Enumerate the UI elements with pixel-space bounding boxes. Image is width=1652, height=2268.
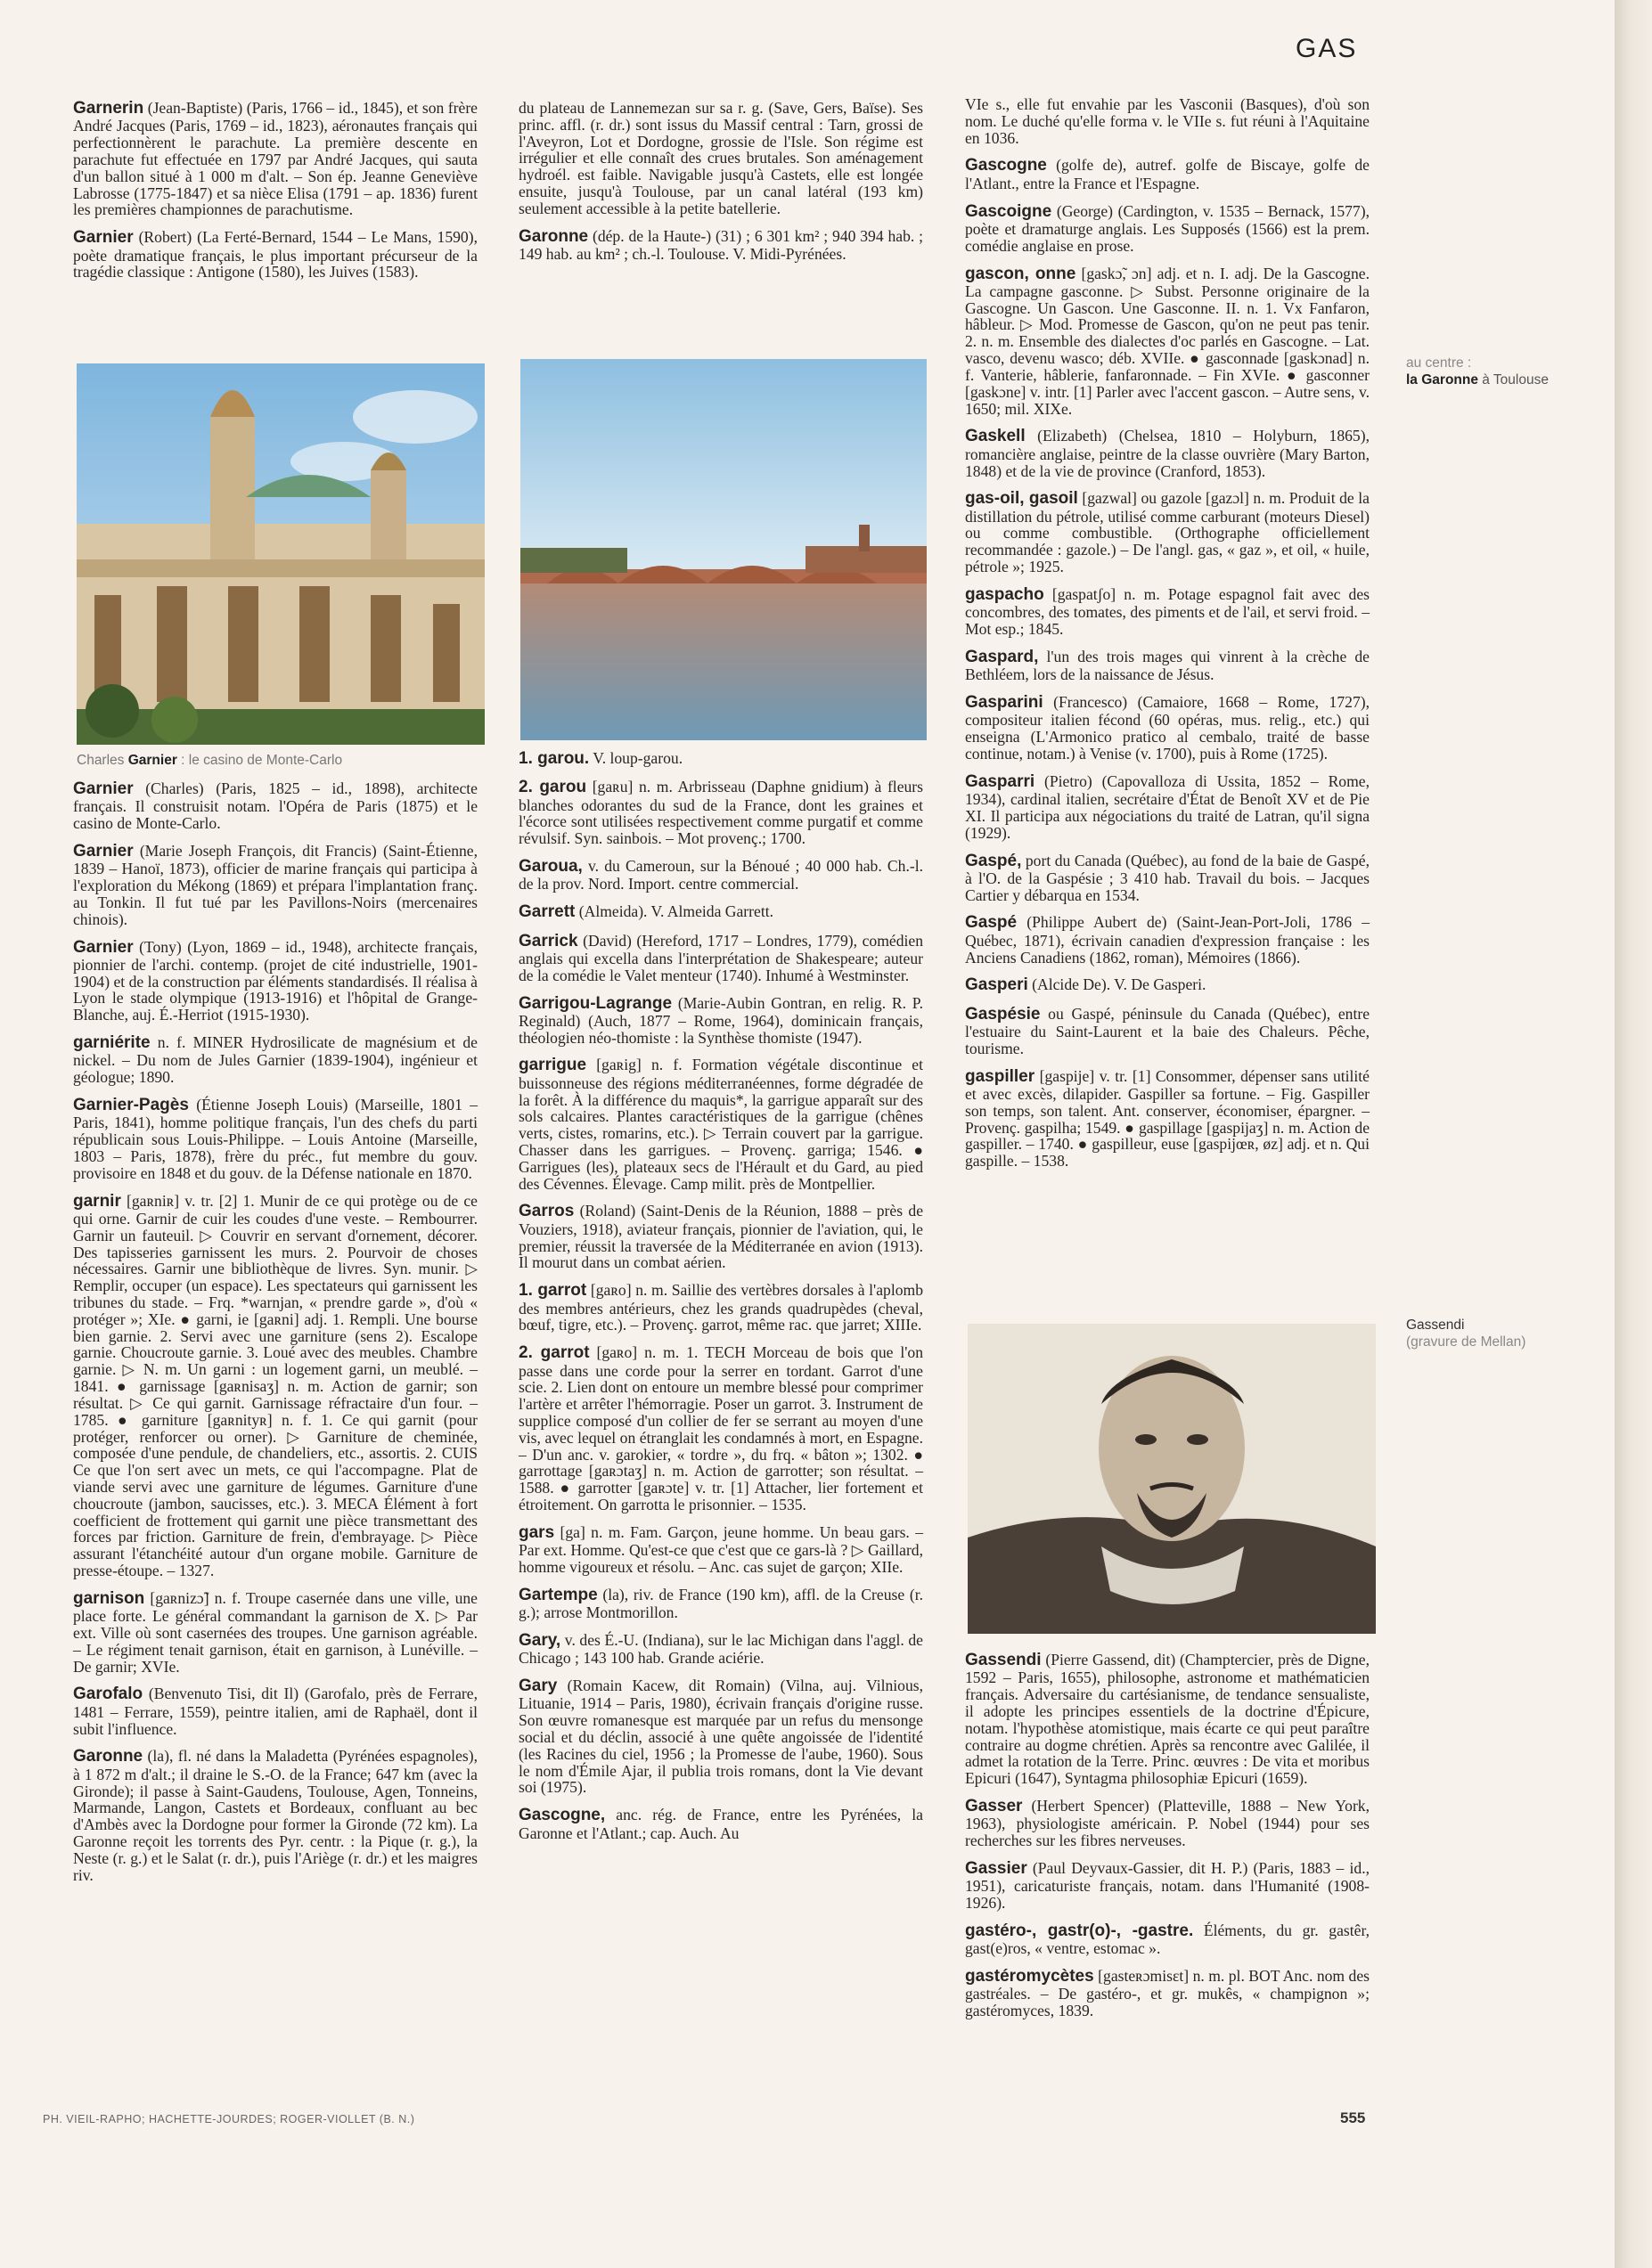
entry-text: [gaʀig] n. f. Formation végétale discontinue et buissonneuse des régions méditerranéennes, forme dégradée de la forêt. À la différence du maquis*, la garrigue apparaît sur des sols calcaires. Plantes caractéristiques de la garrigue (chênes verts, cistes, romarins, etc.). ▷ Terrain couvert par la garrigue. Chasser dans les garrigues. – Provenç. garriga; 1546. ● Garrigues (les), plateaux secs de l'Hérault et du Gard, au pied des Cévennes. Élevage. Camp milit. près de Montpellier. <box>519 1056 923 1193</box>
entry-text: [gaskɔ̃, ɔn] adj. et n. I. adj. De la Gascogne. La campagne gasconne. ▷ Subst. Personne originaire de la Gascogne. Un Gascon. Une Gasconne. II. n. 1. Vx Fanfaron, hâbleur. ▷ Mod. Promesse de Gascon, qu'on ne peut pas tenir. 2. n. m. Ensemble des dialectes d'oc parlés en Gascogne. – Lat. vasco, devenu wasco; déb. XVIIe. ● gasconnade [gaskɔnad] n. f. Vanterie, hâblerie, fanfaronnade. – Fin XVIe. ● gasconner [gaskɔne] v. intr. [1] Parler avec l'accent gascon. – Autre sens, v. 1650; mil. XIXe. <box>965 264 1370 418</box>
entry-text: (David) (Hereford, 1717 – Londres, 1779), comédien anglais qui excella dans l'interprétation de Shakespeare; auteur de la comédie le Valet menteur (1740). Inhumé à Westminster. <box>519 931 923 984</box>
entry-text: [gaʀnizɔ̃] n. f. Troupe casernée dans une ville, une place forte. Le général commandant la garnison de X. ▷ Par ext. Ville où sont casernées des troupes. Une garnison agréable. – Le régiment tenait garnison, était en garnison, à Lunéville. – De garnir; XVIe. <box>73 1588 478 1676</box>
entry-headword: Gaspé, <box>965 851 1022 870</box>
dictionary-entry <box>73 229 478 281</box>
entry-headword: Gasparini <box>965 692 1043 712</box>
gassendi-side-caption: Gassendi (gravure de Mellan) <box>1406 1318 1526 1350</box>
entry-headword: Gasser <box>965 1797 1023 1816</box>
entry-text: (la), fl. né dans la Maladetta (Pyrénées espagnoles), à 1 872 m d'alt.; il draine le S.-O. de la France; 647 km (avec la Gironde); il passe à Saint-Gaudens, Toulouse, Agen, Tonneins, Marmande, Langon, Castets et Bordeaux, confluant au bec d'Ambès avec la Dordogne pour former la Gironde (72 km). La Garonne reçoit les torrents des Pyr. centr. : la Pique (r. g.), la Neste (r. g.) et le Salat (r. dr.), puis l'Ariège (r. dr.) et les maigres riv. <box>73 1747 478 1884</box>
entry-text: ou Gaspé, péninsule du Canada (Québec), entre l'estuaire du Saint-Laurent et la baie des Chaleurs. Pêche, tourisme. <box>965 1004 1370 1057</box>
dictionary-entry <box>519 858 923 893</box>
entry-headword: Garnier <box>73 841 134 861</box>
entry-headword: Gartempe <box>519 1585 598 1604</box>
entry-text: (Roland) (Saint-Denis de la Réunion, 1888 – près de Vouziers, 1918), aviateur français, pionnier de l'aviation, qui, le premier, réussit la traversée de la Méditerranée en avion (1913). Il mourut dans un combat aérien. <box>519 1202 923 1272</box>
entry-headword: Gassier <box>965 1858 1027 1878</box>
entry-headword: Gasparri <box>965 771 1035 791</box>
dictionary-entry <box>965 694 1370 763</box>
entry-headword: Gascogne <box>965 156 1047 175</box>
entry-text: [gazwal] ou gazole [gazɔl] n. m. Produit de la distillation du pétrole, utilisé comme carburant (moteurs Diesel) ou comme combustible. (Orthographe officiellement recommandée : gazole.) – De l'angl. gas, « gaz », et oil, « huile, pétrole »; 1925. <box>965 489 1370 576</box>
entry-text: (Francesco) (Camaiore, 1668 – Rome, 1727), compositeur italien fécond (60 opéras, mus. relig., etc.) qui enseigna (L'Armonico pratico al cembalo, traité de basse continue, notam.) à Venise (v. 1700), puis à Rome (1725). <box>965 692 1370 763</box>
dictionary-entry <box>965 1860 1370 1912</box>
dictionary-entry <box>965 853 1370 904</box>
column-3-top <box>965 96 1370 1180</box>
dictionary-entry <box>965 490 1370 575</box>
column-2-top <box>519 100 923 273</box>
dictionary-entry <box>965 1798 1370 1849</box>
dictionary-entry <box>519 1587 923 1621</box>
entry-text: Éléments, du gr. gastêr, gast(e)ros, « ventre, estomac ». <box>965 1921 1370 1958</box>
entry-text: v. des É.-U. (Indiana), sur le lac Michigan dans l'aggl. de Chicago ; 143 100 hab. Grande aciérie. <box>519 1630 923 1668</box>
dictionary-entry <box>965 773 1370 842</box>
entry-text: [gaʀo] n. m. 1. TECH Morceau de bois que l'on passe dans une corde pour la serrer en tordant. Garrot d'une scie. 2. Lien dont on entoure un membre blessé pour comprimer l'artère et arrêter l'hémorragie. Poser un garrot. 3. Instrument de supplice composé d'un collier de fer se serrant au moyen d'une vis, avec lequel on étranglait les condamnés à mort, en Espagne. – D'un anc. v. garokier, « tordre », du frq. « bâton »; 1302. ● garrottage [gaʀɔtaʒ] n. m. Action de garrotter; son résultat. – 1588. ● garrotter [gaʀɔte] v. tr. [1] Attacher, lier fortement et étroitement. On garrotta le prisonnier. – 1535. <box>519 1343 923 1514</box>
dictionary-entry <box>73 1097 478 1182</box>
column-3-bottom <box>965 1652 1370 2030</box>
dictionary-entry <box>73 843 478 928</box>
dictionary-entry <box>965 976 1370 994</box>
entry-text: [gaʀu] n. m. Arbrisseau (Daphne gnidium) à fleurs blanches odorantes du sud de la France, dont les graines et l'écorce sont utilisées respectivement comme purgatif et comme révulsif. Syn. sainbois. – Mot provenç.; 1700. <box>519 778 923 848</box>
dictionary-entry <box>519 1344 923 1513</box>
entry-headword: Gascoigne <box>965 201 1052 221</box>
dictionary-entry <box>519 1282 923 1334</box>
toulouse-photo <box>520 359 927 740</box>
photo-credits: PH. VIEIL-RAPHO; HACHETTE-JOURDES; ROGER-VIOLLET (B. N.) <box>43 2113 415 2125</box>
dictionary-entry <box>73 1685 478 1737</box>
dictionary-entry <box>965 914 1370 966</box>
entry-text: (Marie-Aubin Gontran, en relig. R. P. Reginald) (Auch, 1877 – Rome, 1964), dominicain français, théologien néo-thomiste : la Synthèse thomiste (1947). <box>519 993 923 1047</box>
dictionary-entry <box>73 1193 478 1579</box>
entry-text: v. du Cameroun, sur la Bénoué ; 40 000 hab. Ch.-l. de la prov. Nord. Import. centre commercial. <box>519 857 923 893</box>
entry-headword: Garofalo <box>73 1685 143 1704</box>
entry-headword: garniérite <box>73 1033 151 1053</box>
entry-text: [gaʀo] n. m. Saillie des vertèbres dorsales à l'aplomb des membres antérieurs, chez les grands quadrupèdes (cheval, bœuf, tigre, etc.). – Provenç. garrot, même rac. que jarret; XIIIe. <box>519 1281 923 1334</box>
entry-text: (Charles) (Paris, 1825 – id., 1898), architecte français. Il construisit notam. l'Opéra de Paris (1875) et le casino de Monte-Carlo. <box>73 779 478 833</box>
dictionary-entry <box>965 265 1370 418</box>
dictionary-entry <box>73 1590 478 1676</box>
entry-headword: garnir <box>73 1191 121 1211</box>
entry-headword: gaspacho <box>965 584 1044 604</box>
entry-text: (George) (Cardington, v. 1535 – Bernack, 1577), poète et dramaturge anglais. Les Supposés (1566) est la prem. comédie anglaise en prose. <box>965 201 1370 255</box>
entry-headword: 1. garrot <box>519 1281 587 1301</box>
entry-headword: Gaspé <box>965 913 1018 933</box>
entry-headword: 1. garou. <box>519 749 590 768</box>
entry-headword: Gaspésie <box>965 1004 1041 1024</box>
entry-text: port du Canada (Québec), au fond de la baie de Gaspé, à l'O. de la Gaspésie ; 3 410 hab. Travail du bois. – Jacques Cartier y débarqua en 1534. <box>965 851 1370 904</box>
dictionary-entry <box>519 100 923 217</box>
entry-headword: gars <box>519 1522 555 1542</box>
dictionary-entry <box>519 1677 923 1796</box>
entry-headword: Garoua, <box>519 857 583 877</box>
entry-headword: 2. garrot <box>519 1343 590 1363</box>
entry-headword: garrigue <box>519 1056 587 1075</box>
entry-text: (Jean-Baptiste) (Paris, 1766 – id., 1845), et son frère André Jacques (Paris, 1769 – id., 1823), aéronautes français qui perfectionnèrent le parachute. La première descente en parachute fut effectuée en 1797 par André Jacques, qui sauta d'un ballon situé à 1 000 m d'alt. – Son ép. Jeanne Geneviève Labrosse (1775-1847) et sa nièce Elisa (1791 – ap. 1836) furent les premières championnes de parachutisme. <box>73 99 478 219</box>
entry-text: [gasteʀɔmisɛt] n. m. pl. BOT Anc. nom des gastréales. – De gastéro-, et gr. mukês, « champignon »; gastéromyces, 1839. <box>965 1967 1370 2020</box>
dictionary-entry <box>965 1968 1370 2019</box>
dictionary-entry <box>965 649 1370 683</box>
dictionary-entry <box>519 995 923 1047</box>
dictionary-entry <box>965 1652 1370 1787</box>
entry-headword: Garonne <box>73 1747 143 1766</box>
entry-text: (Pietro) (Capovalloza di Ussita, 1852 – Rome, 1934), cardinal italien, secrétaire d'État de Benoît XV et de Pie XI. Il participa aux négociations du traité de Latran, qu'il signa (1929). <box>965 771 1370 842</box>
dictionary-entry <box>519 228 923 263</box>
entry-text: (dép. de la Haute-) (31) ; 6 301 km² ; 940 394 hab. ; 149 hab. au km² ; ch.-l. Toulouse. V. Midi-Pyrénées. <box>519 226 923 264</box>
dictionary-entry <box>965 428 1370 479</box>
entry-headword: Gary <box>519 1677 558 1696</box>
entry-text: (la), riv. de France (190 km), affl. de la Creuse (r. g.); arrose Montmorillon. <box>519 1585 923 1622</box>
entry-headword: gaspiller <box>965 1066 1035 1086</box>
entry-headword: Garnier <box>73 779 134 798</box>
dictionary-entry <box>519 1632 923 1667</box>
entry-text: [gaspije] v. tr. [1] Consommer, dépenser sans utilité et avec excès, dilapider. Gaspiller sa fortune. – Fig. Gaspiller son temps, son talent. Ant. conserver, économiser, épargner. – Provenç. gaspilha; 1549. ● gaspillage [gaspijaʒ] n. m. Action de gaspiller. – 1740. ● gaspilleur, euse [gaspijœʀ, øz] adj. et n. Qui gaspille. – 1538. <box>965 1066 1370 1171</box>
entry-headword: Garnier <box>73 937 134 957</box>
entry-text: (Étienne Joseph Louis) (Marseille, 1801 – Paris, 1841), homme politique français, l'un des chefs du parti républicain sous Louis-Philippe. – Louis Antoine (Marseille, 1803 – Paris, 1878), frère du préc., fut membre du gouv. provisoire en 1848 et du gouv. de la Défense nationale en 1870. <box>73 1096 478 1182</box>
column-1-top <box>73 100 478 291</box>
entry-text: (Elizabeth) (Chelsea, 1810 – Holyburn, 1865), romancière anglaise, peintre de la classe ouvrière (Mary Barton, 1848) et de la vie de province (Cranford, 1853). <box>965 427 1370 480</box>
entry-headword: Garrick <box>519 931 578 950</box>
entry-text: [gaʀniʀ] v. tr. [2] 1. Munir de ce qui protège ou de ce qui orne. Garnir de cuir les coudes d'une veste. – Rembourrer. Garnir un fauteuil. ▷ Couvrir en servant d'ornement, décorer. Des tapisseries garnissent les murs. 2. Pourvoir de choses nécessaires. Garnir une bibliothèque de livres. Syn. munir. ▷ Remplir, occuper (un espace). Les spectateurs qui garnissent les tribunes du stade. – Frq. *warnjan, « prendre garde », d'où « protéger »; XIe. ● garni, ie [gaʀni] adj. 1. Rempli. Une bourse bien garnie. 2. Servi avec une garniture (sens 2). Escalope garnie. Choucroute garnie. 3. Loué avec des meubles. Chambre garnie. ▷ N. m. Un garni : un logement garni, un meublé. – 1841. ● garnissage [gaʀnisaʒ] n. m. Action de garnir; son résultat. ▷ Ce qui garnit. Garnissage réfractaire d'un four. – 1785. ● garniture [gaʀnityʀ] n. f. 1. Ce qui garnit (pour protéger, renforcer ou orner). ▷ Garniture de cheminée, composée d'une pendule, de chandeliers, etc., assortis. 2. CUIS Ce que l'on sert avec un mets, ce qui l'accompagne. Plat de viande servi avec une garniture de légumes. Garniture d'une choucroute (jambon, saucisses, etc.). 3. MECA Élément à fort coefficient de frottement qui garnit une pièce transmettant des forces par friction. Garniture de frein, d'embrayage. ▷ Pièce assurant l'étanchéité autour d'un organe mobile. Garniture de presse-étoupe. – 1327. <box>73 1191 478 1580</box>
dictionary-entry <box>73 100 478 218</box>
entry-headword: garnison <box>73 1588 145 1608</box>
entry-text: (Robert) (La Ferté-Bernard, 1544 – Le Mans, 1590), poète dramatique français, le plus important précurseur de la tragédie classique : Antigone (1580), les Juives (1583). <box>73 228 478 281</box>
entry-headword: Garros <box>519 1202 575 1221</box>
dictionary-entry <box>965 1006 1370 1057</box>
entry-headword: gastéromycètes <box>965 1967 1094 1987</box>
dictionary-entry <box>519 1807 923 1841</box>
entry-headword: Garrett <box>519 902 576 922</box>
entry-headword: Gary, <box>519 1630 561 1650</box>
dictionary-entry <box>519 1524 923 1576</box>
dictionary-entry <box>73 780 478 832</box>
dictionary-entry <box>965 586 1370 638</box>
dictionary-entry <box>519 903 923 921</box>
entry-headword: Garnerin <box>73 99 144 118</box>
entry-headword: 2. garou <box>519 778 587 797</box>
entry-text: du plateau de Lannemezan sur sa r. g. (Save, Gers, Baïse). Ses princ. affl. (r. dr.) sont issus du Massif central : Tarn, grossi de l'Aveyron, Lot et Dordogne, grossie de l'Isle. Son régime est irrégulier et elle connaît des crues brutales. Son aménagement hydroél. est faible. Navigable jusqu'à Castets, elle est longée ensuite, jusqu'à Toulouse, par un canal latéral (193 km) seulement accessible à la petite batellerie. <box>519 99 923 217</box>
entry-headword: Garonne <box>519 226 589 246</box>
entry-headword: Gassendi <box>965 1651 1042 1669</box>
gassendi-engraving <box>968 1324 1376 1634</box>
entry-text: (Philippe Aubert de) (Saint-Jean-Port-Joli, 1786 – Québec, 1871), écrivain canadien d'expression française : les Anciens Canadiens (1862, roman), Mémoires (1866). <box>965 913 1370 967</box>
entry-text: (Herbert Spencer) (Platteville, 1888 – New York, 1963), physiologiste américain. P. Nobel (1944) pour ses recherches sur les fibres nerveuses. <box>965 1797 1370 1850</box>
dictionary-entry <box>73 1748 478 1883</box>
dictionary-entry <box>965 1068 1370 1170</box>
entry-text: (Paul Deyvaux-Gassier, dit H. P.) (Paris, 1883 – id., 1951), caricaturiste français, notam. dans l'Humanité (1908-1926). <box>965 1858 1370 1913</box>
entry-text: [ga] n. m. Fam. Garçon, jeune homme. Un beau gars. – Par ext. Homme. Qu'est-ce que c'est que ce gars-là ? ▷ Gaillard, homme vigoureux et résolu. – Anc. cas sujet de garçon; XIIe. <box>519 1522 923 1576</box>
entry-headword: Gaspard, <box>965 647 1039 666</box>
entry-text: (Pierre Gassend, dit) (Champtercier, près de Digne, 1592 – Paris, 1655), philosophe, astronome et mathématicien français. Adversaire du cartésianisme, de tendance sensualiste, il adopte les principes essentiels de la doctrine d'Épicure, notam. l'hypothèse atomistique, mais écarte ce qui peut paraître contraire au dogme chrétien. Après sa rencontre avec Galilée, il admet la rotation de la Terre. Princ. œuvres : De vita et moribus Epicuri (1647), Syntagma philosophiæ Epicuri (1659). <box>965 1651 1370 1788</box>
column-2-bottom <box>519 750 923 1852</box>
entry-headword: Garnier-Pagès <box>73 1096 189 1115</box>
entry-text: n. f. MINER Hydrosilicate de magnésium et de nickel. – Du nom de Jules Garnier (1839-1904), ingénieur et géologue; 1890. <box>73 1033 478 1087</box>
dictionary-entry <box>965 203 1370 255</box>
column-1-bottom <box>73 780 478 1894</box>
entry-headword: gastéro-, gastr(o)-, -gastre. <box>965 1921 1194 1940</box>
dictionary-entry <box>519 933 923 984</box>
entry-headword: gascon, onne <box>965 264 1076 283</box>
entry-text: anc. rég. de France, entre les Pyrénées, la Garonne et l'Atlant.; cap. Auch. Au <box>519 1806 923 1842</box>
dictionary-entry <box>519 1203 923 1271</box>
entry-headword: Gaskell <box>965 427 1026 446</box>
page-edge <box>1615 0 1652 2268</box>
entry-headword: Garrigou-Lagrange <box>519 993 673 1013</box>
entry-text: [gaspatʃo] n. m. Potage espagnol fait avec des concombres, des tomates, des piments et de l'ail, et servi froid. – Mot esp.; 1845. <box>965 584 1370 639</box>
running-head: GAS <box>1296 34 1358 63</box>
dictionary-entry <box>965 157 1370 192</box>
dictionary-entry <box>73 1034 478 1086</box>
entry-headword: Gasperi <box>965 975 1028 995</box>
page-number: 555 <box>1340 2109 1366 2126</box>
entry-headword: gas-oil, gasoil <box>965 489 1078 509</box>
dictionary-entry <box>519 1056 923 1192</box>
entry-headword: Garnier <box>73 228 134 248</box>
entry-text: VIe s., elle fut envahie par les Vasconii (Basques), d'où son nom. Le duché qu'elle forma v. le VIIe s. fut réuni à l'Aquitaine en 1036. <box>965 95 1370 147</box>
casino-photo <box>77 363 485 745</box>
dictionary-entry <box>519 750 923 768</box>
entry-text: V. loup-garou. <box>589 749 683 767</box>
toulouse-side-caption: au centre : la Garonne à Toulouse <box>1406 355 1549 388</box>
dictionary-entry <box>73 939 478 1024</box>
entry-text: (Benvenuto Tisi, dit Il) (Garofalo, près de Ferrare, 1481 – Ferrare, 1559), peintre italien, ami de Raphaël, dont il subit l'influence. <box>73 1685 478 1738</box>
entry-text: (Alcide De). V. De Gasperi. <box>1027 975 1206 994</box>
entry-text: (Almeida). V. Almeida Garrett. <box>575 902 773 921</box>
entry-headword: Gascogne, <box>519 1806 606 1825</box>
entry-text: (Tony) (Lyon, 1869 – id., 1948), architecte français, pionnier de l'archi. contemp. (projet de cité industrielle, 1901-1904) et de la construction par éléments standardisés. Il réalisa à Lyon le stade olympique (1913-1916) et l'hôpital de Grange-Blanche, auj. É.-Herriot (1915-1930). <box>73 937 478 1024</box>
entry-text: (golfe de), autref. golfe de Biscaye, golfe de l'Atlant., entre la France et l'Espagne. <box>965 156 1370 192</box>
dictionary-entry <box>519 779 923 847</box>
entry-text: (Marie Joseph François, dit Francis) (Saint-Étienne, 1839 – Hanoï, 1873), officier de marine français qui participa à l'exploration du Mékong (1869) et prépara l'implantation franç. au Tonkin. Il fut tué par les Pavillons-Noirs (mercenaires chinois). <box>73 841 478 928</box>
dictionary-entry <box>965 1922 1370 1957</box>
entry-text: l'un des trois mages qui vinrent à la crèche de Bethléem, lors de la naissance de Jésus. <box>965 647 1370 684</box>
dictionary-entry <box>965 96 1370 146</box>
entry-text: (Romain Kacew, dit Romain) (Vilna, auj. Vilnious, Lituanie, 1914 – Paris, 1980), écrivain français d'origine russe. Son œuvre romanesque est marquée par un refus du mensonge social et du déclin, associé à une quête angoissée de l'identité (les Racines du ciel, 1956 ; la Promesse de l'aube, 1960). Sous le nom d'Émile Ajar, il publia trois romans, dont la Vie devant soi (1975). <box>519 1677 923 1797</box>
casino-caption: Charles Garnier : le casino de Monte-Carlo <box>77 753 343 768</box>
